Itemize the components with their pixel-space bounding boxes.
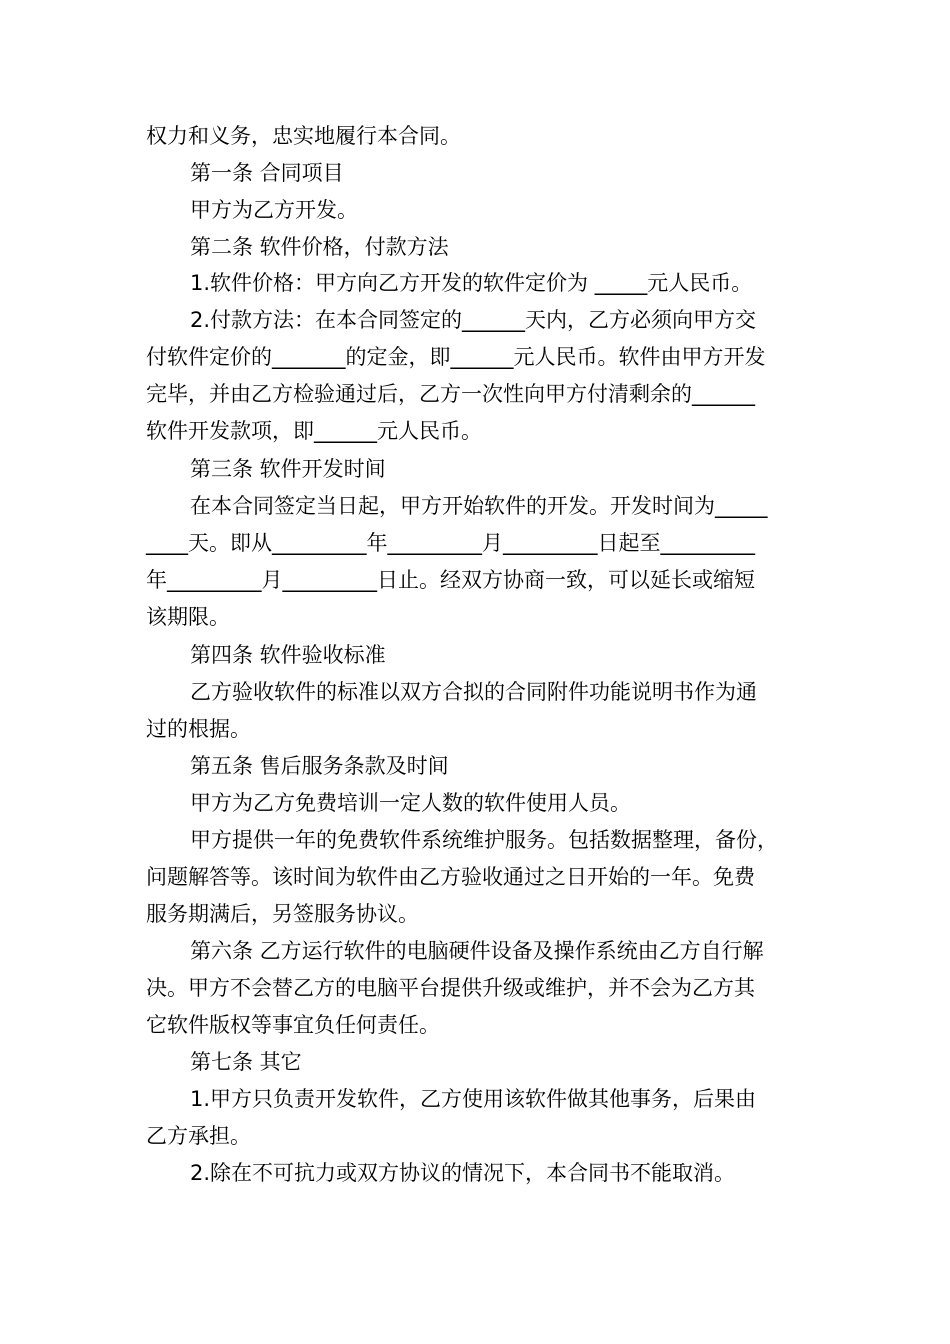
article-heading: 第一条 合同项目 (190, 161, 344, 185)
text-line: 甲方提供一年的免费软件系统维护服务。包括数据整理，备份， (190, 828, 778, 852)
text-line: 年_________月_________日止。经双方协商一致，可以延长或缩短 (146, 568, 755, 592)
text-line: 2.除在不可抗力或双方协议的情况下，本合同书不能取消。 (190, 1161, 736, 1185)
text-line: 权力和义务，忠实地履行本合同。 (146, 124, 461, 148)
text-line: 软件开发款项，即______元人民币。 (146, 419, 482, 443)
text-line: 2.付款方法：在本合同签定的______天内，乙方必须向甲方交 (190, 308, 757, 332)
text-line: 完毕，并由乙方检验通过后，乙方一次性向甲方付清剩余的______ (146, 382, 755, 406)
text-line: 决。甲方不会替乙方的电脑平台提供升级或维护，并不会为乙方其 (146, 976, 755, 1000)
article-heading: 第四条 软件验收标准 (190, 643, 386, 667)
article-heading: 第七条 其它 (190, 1050, 302, 1074)
text-line: ____天。即从_________年_________月_________日起至_________ (146, 531, 755, 555)
text-line: 它软件版权等事宜负任何责任。 (146, 1013, 440, 1037)
text-line: 甲方为乙方开发。 (190, 198, 358, 222)
text-line: 问题解答等。该时间为软件由乙方验收通过之日开始的一年。免费 (146, 865, 755, 889)
article-heading: 第二条 软件价格，付款方法 (190, 235, 449, 259)
text-line: 乙方承担。 (146, 1124, 251, 1148)
text-line: 乙方验收软件的标准以双方合拟的合同附件功能说明书作为通 (190, 680, 757, 704)
article-heading: 第三条 软件开发时间 (190, 457, 386, 481)
article-heading: 第六条 乙方运行软件的电脑硬件设备及操作系统由乙方自行解 (190, 939, 764, 963)
text-line: 付软件定价的_______的定金，即______元人民币。软件由甲方开发 (146, 345, 766, 369)
text-line: 1.软件价格：甲方向乙方开发的软件定价为 _____元人民币。 (190, 271, 753, 295)
text-line: 在本合同签定当日起，甲方开始软件的开发。开发时间为_____ (190, 494, 768, 518)
text-line: 服务期满后，另签服务协议。 (146, 902, 419, 926)
text-line: 该期限。 (146, 605, 230, 629)
article-heading: 第五条 售后服务条款及时间 (190, 754, 449, 778)
text-line: 甲方为乙方免费培训一定人数的软件使用人员。 (190, 791, 631, 815)
text-line: 1.甲方只负责开发软件，乙方使用该软件做其他事务，后果由 (190, 1087, 757, 1111)
text-line: 过的根据。 (146, 717, 251, 741)
